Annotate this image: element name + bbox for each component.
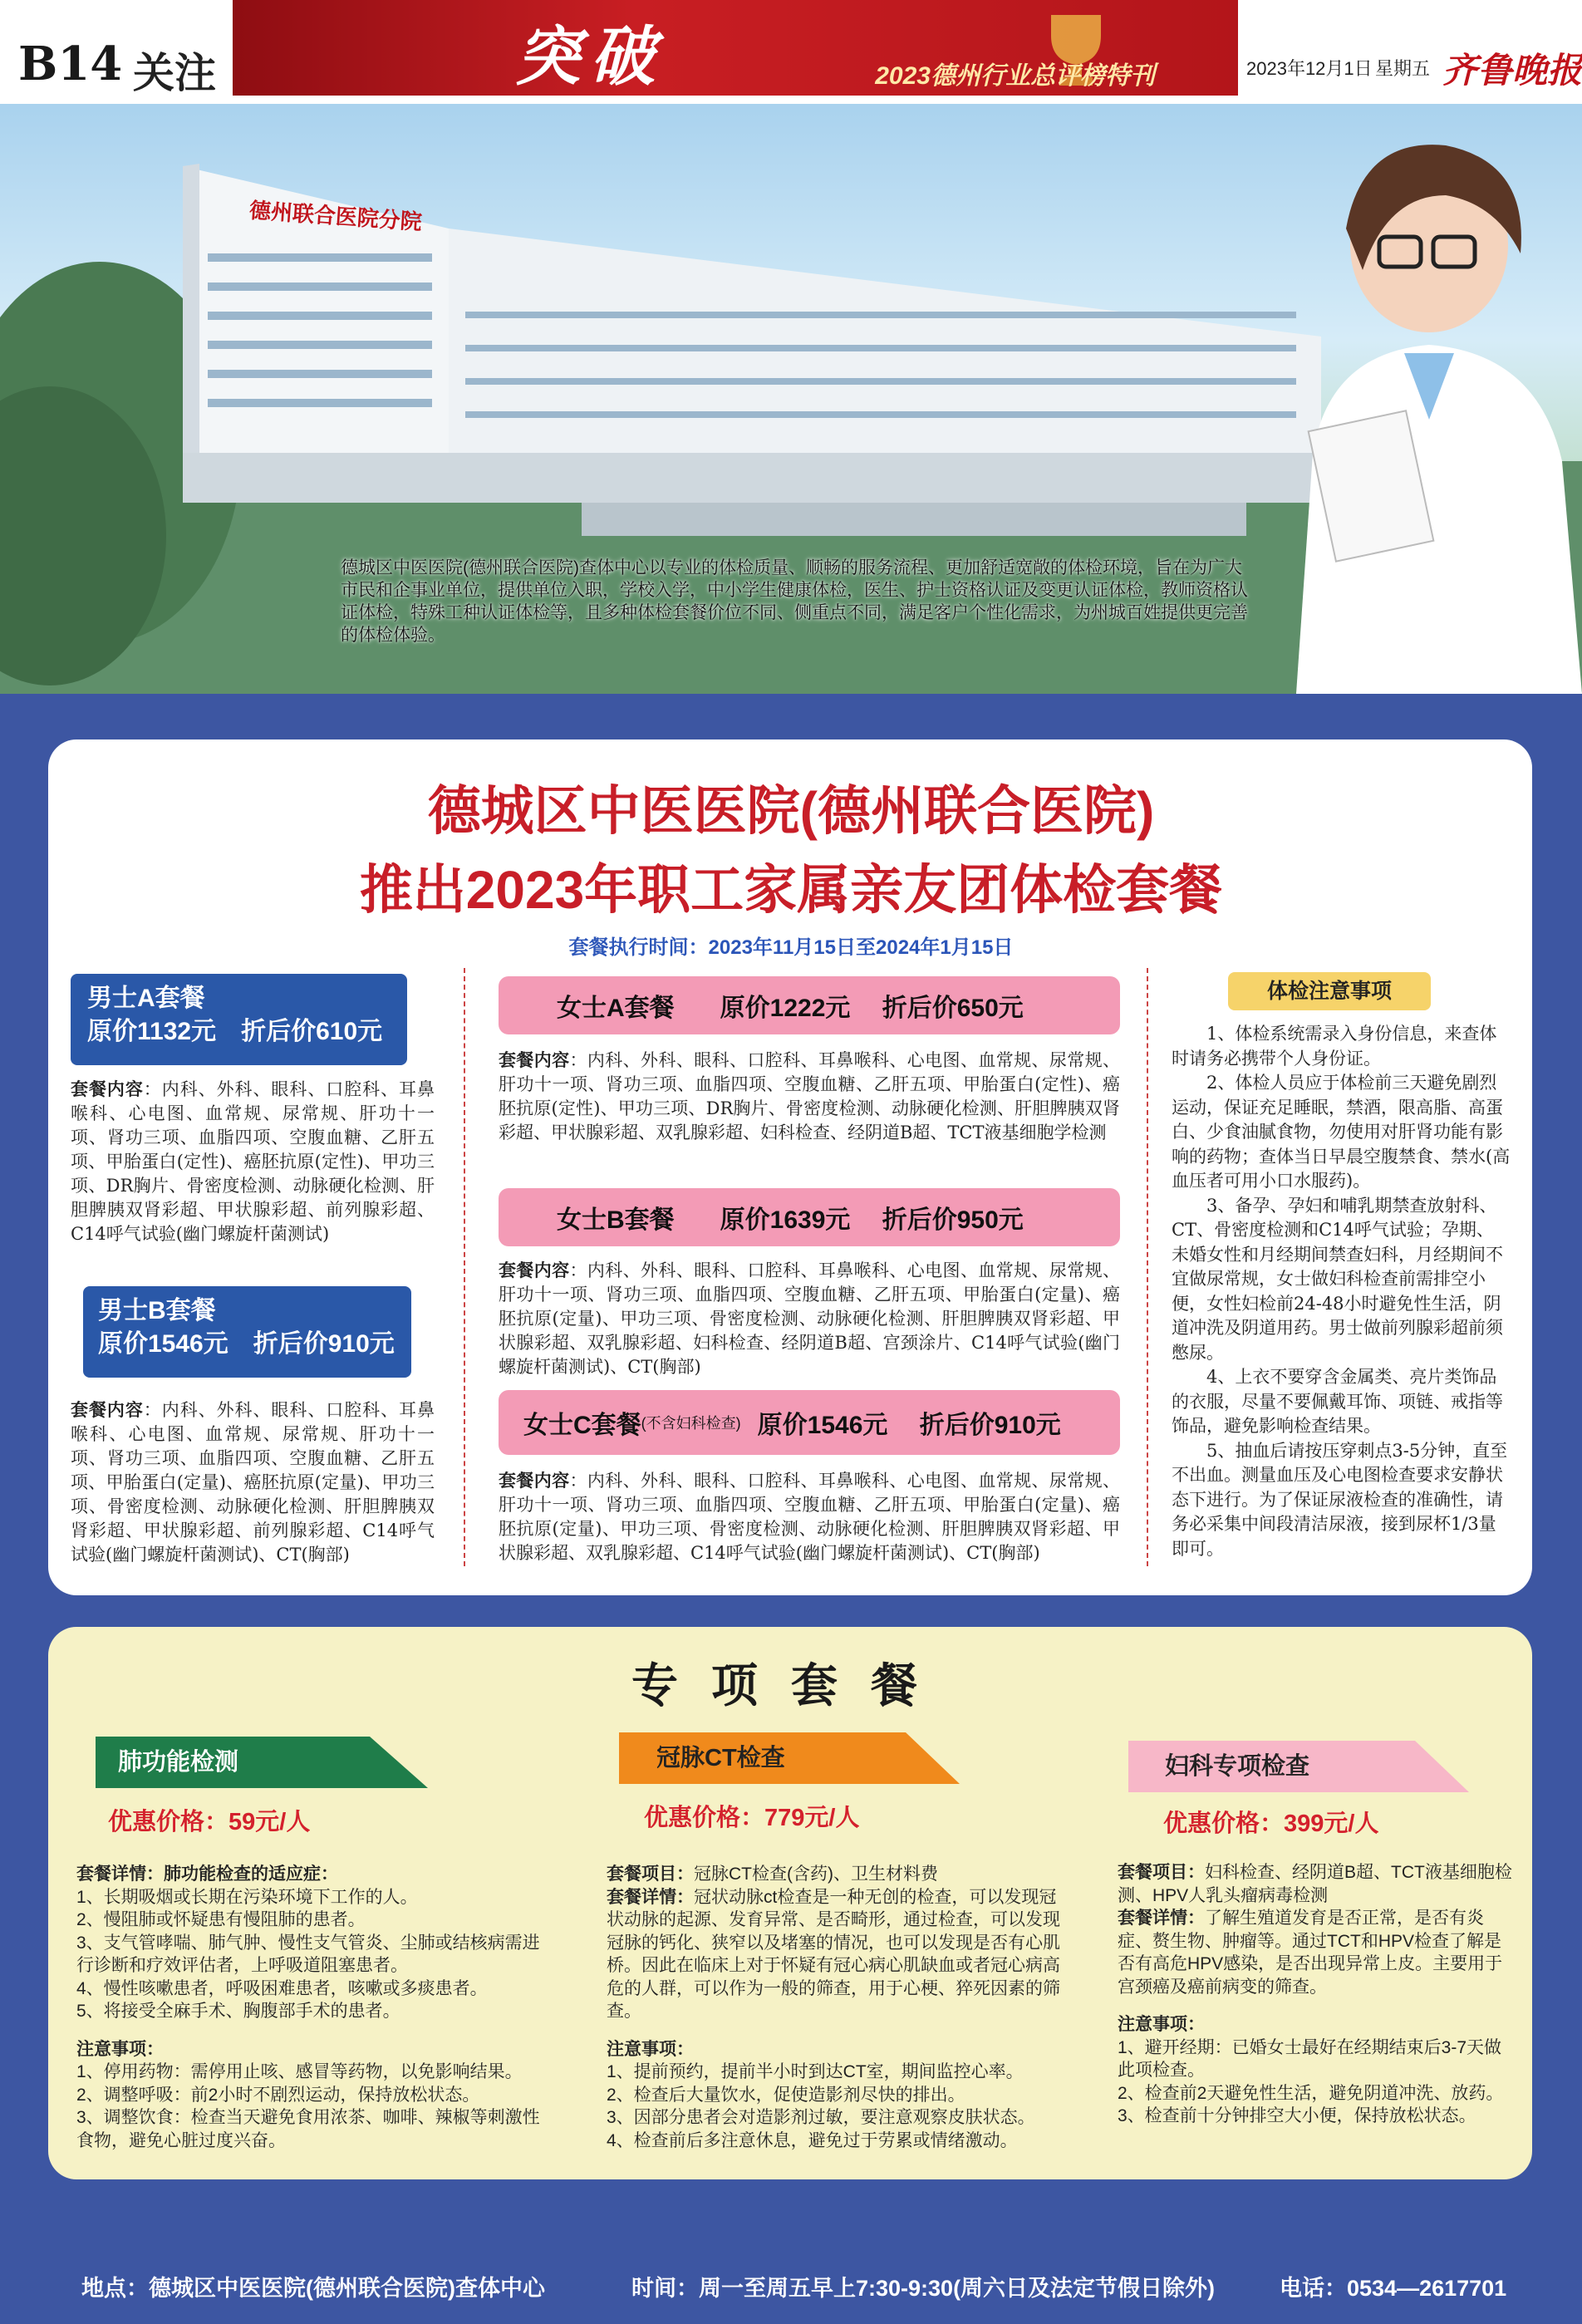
lung-note: 2、调整呼吸：前2小时不剧烈运动，保持放松状态。 xyxy=(76,2085,480,2105)
notice-item: 1、体检系统需录入身份信息，来查体时请务必携带个人身份证。 xyxy=(1172,1024,1497,1069)
women-c-price: 原价1546元 折后价910元 xyxy=(757,1412,1061,1439)
gyn-item-label: 套餐项目： xyxy=(1118,1863,1205,1882)
gyn-detail: 了解生殖道发育是否正常，是否有炎症、赘生物、肿瘤等。通过TCT和HPV检查了解是否有高危HPV感染，是否出现异常上皮。主要用于宫颈癌及癌前病变的筛查。 xyxy=(1118,1909,1503,1997)
ct-detail: 冠状动脉ct检查是一种无创的检查，可以发现冠状动脉的起源、发育异常、是否畸形，通过检查，可以发现冠脉的钙化、狭窄以及堵塞的情况，也可以发现是否有心肌桥。因此在临床上对于怀疑有冠心病心肌缺血或者冠心病高危的人群，可以作为一般的筛查，用于心梗、猝死因素的筛查。 xyxy=(607,1887,1060,2021)
gyn-notes-label: 注意事项： xyxy=(1118,2015,1205,2034)
notice-list xyxy=(1172,1022,1511,1561)
women-a-name: 女士A套餐 xyxy=(557,995,675,1022)
men-a-content-text: ：内科、外科、眼科、口腔科、耳鼻喉科、心电图、血常规、尿常规、肝功十一项、肾功三项、血脂四项、空腹血糖、乙肝五项、甲胎蛋白(定性)、癌胚抗原(定性)、甲功三项、DR胸片、骨密度检测、动脉硬化检测、肝胆脾胰双肾彩超、甲状腺彩超、前列腺彩超、C14呼气试验(幽门螺旋杆菌测试) xyxy=(71,1079,435,1244)
column-divider-left xyxy=(464,968,465,1566)
publish-weekday: 星期五 xyxy=(1375,58,1431,79)
women-b-price: 原价1639元 折后价950元 xyxy=(720,1206,1024,1234)
men-b-content xyxy=(71,1398,435,1567)
men-a-content xyxy=(71,1078,435,1246)
building-sign: 德州联合医院分院 xyxy=(248,197,423,235)
women-b-name: 女士B套餐 xyxy=(557,1206,675,1234)
ct-detail-label: 套餐详情： xyxy=(607,1887,694,1907)
notice-title: 体检注意事项 xyxy=(1228,972,1431,1010)
lung-details xyxy=(76,1863,542,2152)
men-a-price: 原价1132元 折后价610元 xyxy=(87,1018,383,1045)
ct-price: 优惠价格：779元/人 xyxy=(644,1805,860,1831)
gyn-note: 1、避开经期：已婚女士最好在经期结束后3-7天做此项检查。 xyxy=(1118,2037,1502,2080)
women-c-header xyxy=(499,1390,1120,1455)
women-c-content-text: ：内科、外科、眼科、口腔科、耳鼻喉科、心电图、血常规、尿常规、肝功十一项、肾功三项、血脂四项、空腹血糖、乙肝五项、甲胎蛋白(定量)、癌胚抗原(定量)、甲功三项、骨密度检测、动脉硬化检测、肝胆脾胰双肾彩超、甲状腺彩超、双乳腺彩超、C14呼气试验(幽门螺旋杆菌测试)、CT(胸部) xyxy=(499,1471,1120,1563)
ct-details xyxy=(607,1863,1068,2152)
women-b-content xyxy=(499,1259,1120,1379)
ct-note: 2、检查后大量饮水，促使造影剂尽快的排出。 xyxy=(607,2085,965,2105)
ct-note: 1、提前预约，提前半小时到达CT室，期间监控心率。 xyxy=(607,2062,1024,2081)
women-a-header xyxy=(499,976,1120,1034)
gyn-details xyxy=(1118,1861,1512,2128)
men-b-price: 原价1546元 折后价910元 xyxy=(98,1330,395,1358)
footer-phone: 电话：0534—2617701 xyxy=(1280,2276,1507,2301)
women-a-price: 原价1222元 折后价650元 xyxy=(720,995,1024,1022)
lung-indication: 5、将接受全麻手术、胸腹部手术的患者。 xyxy=(76,2002,400,2021)
women-a-content-label: 套餐内容 xyxy=(499,1051,570,1070)
ct-item-label: 套餐项目： xyxy=(607,1865,694,1884)
women-c-name: 女士C套餐 xyxy=(523,1412,641,1439)
ct-note: 4、检查前后多注意休息，避免过于劳累或情绪激动。 xyxy=(607,2130,1018,2150)
women-c-content xyxy=(499,1469,1120,1565)
women-a-content-text: ：内科、外科、眼科、口腔科、耳鼻喉科、心电图、血常规、尿常规、肝功十一项、肾功三项、血脂四项、空腹血糖、乙肝五项、甲胎蛋白(定性)、癌胚抗原(定性)、甲功三项、DR胸片、骨密度检测、动脉硬化检测、肝胆脾胰双肾彩超、甲状腺彩超、双乳腺彩超、妇科检查、经阴道B超、TCT液基细胞学检测 xyxy=(499,1050,1120,1142)
special-edition-banner xyxy=(233,0,1238,96)
banner-title: 突破 xyxy=(515,19,666,95)
special-title: 专项套餐 xyxy=(631,1658,951,1713)
lung-note: 3、调整饮食：检查当天避免食用浓茶、咖啡、辣椒等刺激性食物，避免心脏过度兴奋。 xyxy=(76,2108,540,2150)
men-a-header xyxy=(71,974,407,1065)
gyn-item: 妇科检查、经阴道B超、TCT液基细胞检测、HPV人乳头瘤病毒检测 xyxy=(1118,1863,1512,1905)
women-a-content xyxy=(499,1049,1120,1145)
notice-item: 4、上衣不要穿含金属类、亮片类饰品的衣服，尽量不要佩戴耳饰、项链、戒指等饰品，避免影响检查结果。 xyxy=(1172,1367,1503,1436)
ct-notes-label: 注意事项： xyxy=(607,2039,694,2059)
column-divider-right xyxy=(1147,968,1148,1566)
men-a-content-label: 套餐内容 xyxy=(71,1080,144,1099)
gyn-price: 优惠价格：399元/人 xyxy=(1163,1811,1379,1837)
gyn-tag: 妇科专项检查 xyxy=(1165,1753,1310,1780)
footer-address: 地点：德城区中医医院(德州联合医院)查体中心 xyxy=(81,2276,545,2301)
notice-item: 3、备孕、孕妇和哺乳期禁查放射科、CT、骨密度检测和C14呼气试验；孕期、未婚女性和月经期间禁查妇科，月经期间不宜做尿常规，女士做妇科检查前需排空小便，女性妇检前24-48小时避免性生活，阴道冲洗及阴道用药。男士做前列腺彩超前须憋尿。 xyxy=(1172,1195,1503,1363)
lung-indication: 2、慢阻肺或怀疑患有慢阻肺的患者。 xyxy=(76,1910,366,1929)
lung-tag: 肺功能检测 xyxy=(118,1749,239,1776)
main-title-line2: 推出2023年职工家属亲友团体检套餐 xyxy=(359,860,1223,920)
lung-notes-label: 注意事项： xyxy=(76,2039,164,2059)
execution-period: 套餐执行时间：2023年11月15日至2024年1月15日 xyxy=(568,936,1014,959)
masthead xyxy=(0,0,1582,104)
women-b-header xyxy=(499,1188,1120,1246)
gyn-note: 2、检查前2天避免性生活，避免阴道冲洗、放药。 xyxy=(1118,2083,1504,2103)
lung-detail-label: 套餐详情：肺功能检查的适应症： xyxy=(76,1865,338,1884)
lung-price: 优惠价格：59元/人 xyxy=(108,1809,311,1835)
hero-image xyxy=(0,104,1582,694)
page-number: B14 xyxy=(18,37,123,91)
women-c-note: (不含妇科检查) xyxy=(641,1415,741,1432)
gyn-note: 3、检查前十分钟排空大小便，保持放松状态。 xyxy=(1118,2106,1476,2125)
gyn-detail-label: 套餐详情： xyxy=(1118,1909,1205,1928)
lung-indication: 1、长期吸烟或长期在污染环境下工作的人。 xyxy=(76,1887,418,1907)
ct-tag: 冠脉CT检查 xyxy=(656,1745,785,1771)
men-b-content-label: 套餐内容 xyxy=(71,1401,144,1420)
ct-note: 3、因部分患者会对造影剂过敏，要注意观察皮肤状态。 xyxy=(607,2108,1035,2127)
ct-item: 冠脉CT检查(含药)、卫生材料费 xyxy=(694,1865,938,1884)
intro-paragraph: 德城区中医医院(德州联合医院)查体中心以专业的体检质量、顺畅的服务流程、更加舒适宽敞的体检环境，旨在为广大市民和企事业单位，提供单位入职，学校入学，中小学生健康体检，医生、护士资格认证及变更认证体检，教师资格认证体检，特殊工种认证体检等，且多种体检套餐价位不同、侧重点不同，满足客户个性化需求，为州城百姓提供更完善的体检体验。 xyxy=(341,558,1248,645)
lung-note: 1、停用药物：需停用止咳、感冒等药物，以免影响结果。 xyxy=(76,2062,523,2081)
women-c-content-label: 套餐内容 xyxy=(499,1472,570,1491)
lung-indication: 3、支气管哮喘、肺气肿、慢性支气管炎、尘肺或结核病需进行诊断和疗效评估者，上呼吸道阻塞患者。 xyxy=(76,1933,540,1975)
men-b-name: 男士B套餐 xyxy=(98,1297,216,1324)
main-title-line1: 德城区中医医院(德州联合医院) xyxy=(427,781,1155,841)
newspaper-logo: 齐鲁晚报 xyxy=(1442,50,1582,91)
lung-indication: 4、慢性咳嗽患者，呼吸困难患者，咳嗽或多痰患者。 xyxy=(76,1978,488,1998)
women-b-content-label: 套餐内容 xyxy=(499,1261,570,1280)
notice-item: 5、抽血后请按压穿刺点3-5分钟，直至不出血。测量血压及心电图检查要求安静状态下进行。为了保证尿液检查的准确性，请务必采集中间段清洁尿液，接到尿杯1/3量即可。 xyxy=(1172,1440,1508,1559)
notice-item: 2、体检人员应于体检前三天避免剧烈运动，保证充足睡眠，禁酒，限高脂、高蛋白、少食油腻食物，勿使用对肝肾功能有影响的药物；查体当日早晨空腹禁食、禁水(高血压者可用小口水服药)。 xyxy=(1172,1073,1511,1191)
banner-subtitle: 2023德州行业总评榜特刊 xyxy=(875,62,1155,90)
footer-hours: 时间：周一至周五早上7:30-9:30(周六日及法定节假日除外) xyxy=(631,2276,1216,2301)
men-b-content-text: ：内科、外科、眼科、口腔科、耳鼻喉科、心电图、血常规、尿常规、肝功十一项、肾功三项、血脂四项、空腹血糖、乙肝五项、甲胎蛋白(定量)、癌胚抗原(定量)、甲功三项、骨密度检测、动脉硬化检测、肝胆脾胰双肾彩超、甲状腺彩超、前列腺彩超、C14呼气试验(幽门螺旋杆菌测试)、CT(胸部) xyxy=(71,1400,435,1565)
men-a-name: 男士A套餐 xyxy=(87,985,205,1012)
women-b-content-text: ：内科、外科、眼科、口腔科、耳鼻喉科、心电图、血常规、尿常规、肝功十一项、肾功三项、血脂四项、空腹血糖、乙肝五项、甲胎蛋白(定量)、癌胚抗原(定量)、甲功三项、骨密度检测、动脉硬化检测、肝胆脾胰双肾彩超、甲状腺彩超、双乳腺彩超、妇科检查、经阴道B超、宫颈涂片、C14呼气试验(幽门螺旋杆菌测试)、CT(胸部) xyxy=(499,1260,1120,1377)
publish-date: 2023年12月1日 xyxy=(1246,58,1373,79)
section-name: 关注 xyxy=(133,48,216,97)
men-b-header xyxy=(83,1286,411,1378)
